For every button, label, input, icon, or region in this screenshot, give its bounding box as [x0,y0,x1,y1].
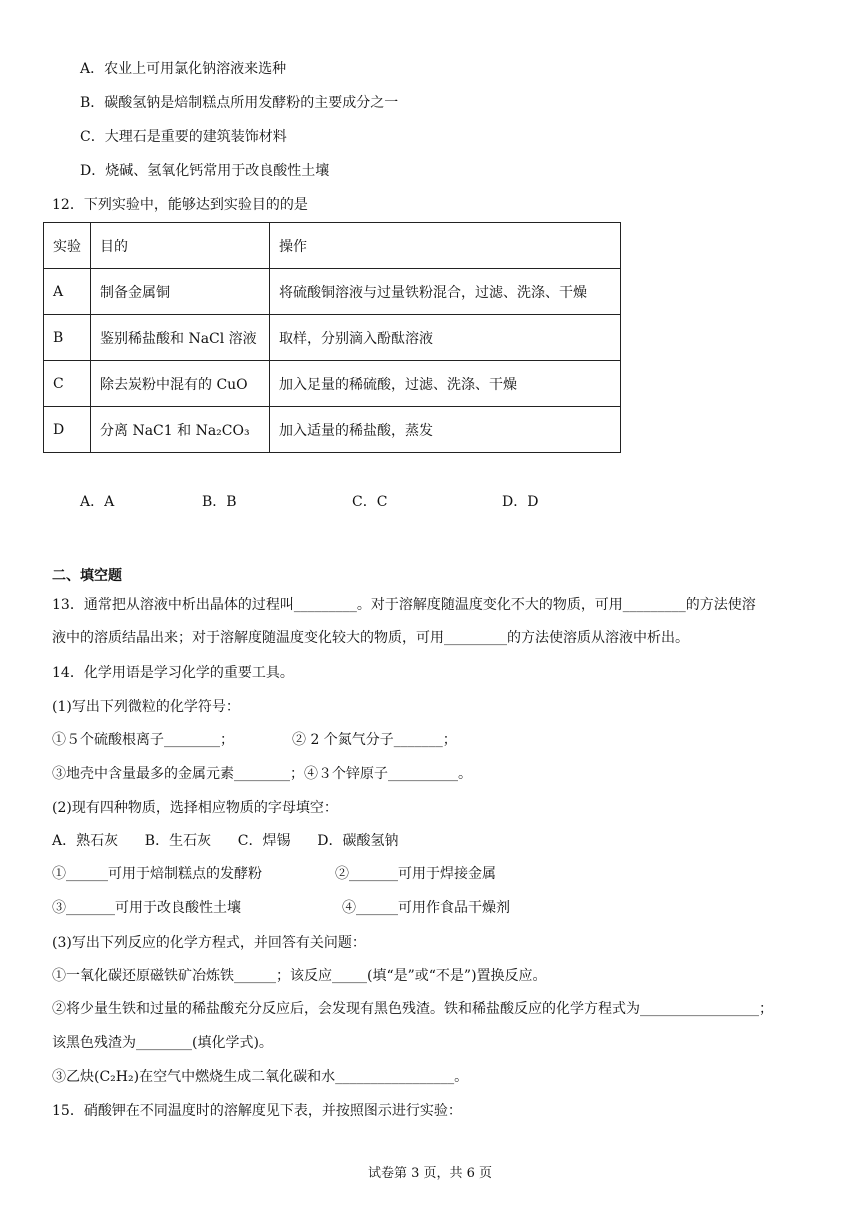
q14-part3-title: (3)写出下列反应的化学方程式，并回答有关问题： [52,935,366,951]
q14-part3-item2-cont: 该黑色残渣为________(填化学式)。 [52,1035,273,1051]
table-cell: 分离 NaC1 和 Na₂CO₃ [91,407,270,453]
table-cell: C [44,361,91,407]
q14-part2-item2: ②_______可用于焊接金属 [335,866,496,882]
q11-option-b: B．碳酸氢钠是焙制糕点所用发酵粉的主要成分之一 [80,95,399,111]
q14-part2-item1: ①______可用于焙制糕点的发酵粉 [52,866,262,882]
q14-part2-item4: ④______可用作食品干燥剂 [342,900,510,916]
table-row [44,361,621,407]
q12-option-b: B．B [202,494,237,510]
q15-stem: 15．硝酸钾在不同温度时的溶解度见下表，并按照图示进行实验： [52,1103,462,1119]
q14-part1-items34: ③地壳中含量最多的金属元素________；④３个锌原子__________。 [52,766,472,782]
q14-part2-item3: ③_______可用于改良酸性土壤 [52,900,241,916]
table-cell: 加入适量的稀盐酸，蒸发 [270,407,621,453]
q14-part2-title: (2)现有四种物质，选择相应物质的字母填空： [52,800,338,816]
page-footer: 试卷第 3 页，共 6 页 [367,1166,493,1181]
table-cell: 取样，分别滴入酚酞溶液 [270,315,621,361]
table-cell: 除去炭粉中混有的 CuO [91,361,270,407]
table-header-cell: 目的 [91,223,270,269]
q14-part1-item1: ①５个硫酸根离子________； [52,732,234,748]
q13-line-1: 13．通常把从溶液中析出晶体的过程叫_________。对于溶解度随温度变化不大的物质，可用_________的方法使溶 [52,597,756,613]
section-title: 二、填空题 [52,568,122,584]
q14-part2-choices: A．熟石灰 B．生石灰 C．焊锡 D．碳酸氢钠 [52,833,399,849]
q11-option-c: C．大理石是重要的建筑装饰材料 [80,129,287,145]
table-header-cell: 实验 [44,223,91,269]
q11-option-d: D．烧碱、氢氧化钙常用于改良酸性土壤 [80,163,330,179]
table-header-cell: 操作 [270,223,621,269]
table-cell: D [44,407,91,453]
table-header-row [44,223,621,269]
table-cell: B [44,315,91,361]
table-row [44,315,621,361]
table-cell: 将硫酸铜溶液与过量铁粉混合，过滤、洗涤、干燥 [270,269,621,315]
table-cell: 加入足量的稀硫酸，过滤、洗涤、干燥 [270,361,621,407]
q14-stem: 14．化学用语是学习化学的重要工具。 [52,665,294,681]
q12-option-a: A．A [80,494,115,510]
q14-part1-title: (1)写出下列微粒的化学符号： [52,699,240,715]
q13-line-2: 液中的溶质结晶出来；对于溶解度随温度变化较大的物质，可用_________的方法使溶质从溶液中析出。 [52,630,689,646]
q12-stem: 12．下列实验中，能够达到实验目的的是 [52,197,308,213]
table-cell: A [44,269,91,315]
q14-part3-item2: ②将少量生铁和过量的稀盐酸充分反应后，会发现有黑色残渣。铁和稀盐酸反应的化学方程式为_________________； [52,1001,773,1017]
table-row [44,407,621,453]
table-cell: 鉴别稀盐酸和 NaCl 溶液 [91,315,270,361]
q14-part3-item1: ①一氧化碳还原磁铁矿冶炼铁______；该反应_____(填“是”或“不是”)置换反应。 [52,968,547,984]
q12-option-c: C．C [352,494,388,510]
q11-option-a: A．农业上可用氯化钠溶液来选种 [80,61,287,77]
q14-part1-item2: ② 2 个氮气分子_______； [292,732,457,748]
table-cell: 制备金属铜 [91,269,270,315]
table-row [44,269,621,315]
experiment-table [43,222,621,453]
q14-part3-item3: ③乙炔(C₂H₂)在空气中燃烧生成二氧化碳和水_________________。 [52,1069,469,1085]
q12-option-d: D．D [502,494,539,510]
